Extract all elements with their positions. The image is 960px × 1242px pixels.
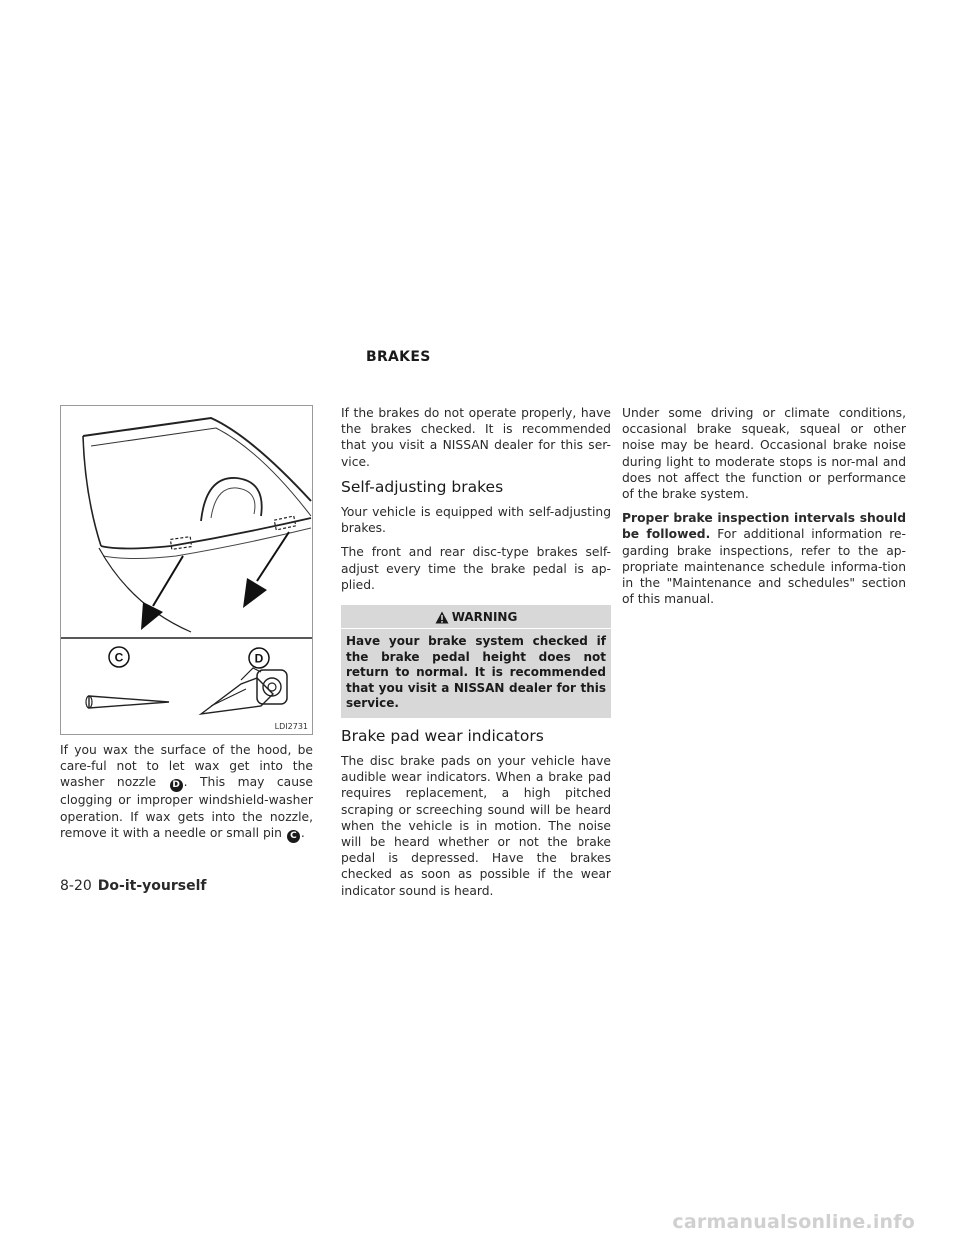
text-segment: . This may cause clogging or improper windshield-washer operation. If wax gets into the nozzle, remove it with a needle or small pin: [60, 775, 313, 840]
brakes-intro-paragraph: If the brakes do not operate properly, have the brakes checked. It is recommended that you visit a NISSAN dealer for this ser-vice.: [341, 406, 611, 469]
column-3: [622, 405, 906, 615]
self-adjusting-heading: Self-adjusting brakes: [341, 477, 504, 496]
text-segment: For additional information re-garding brake inspections, refer to the ap-propriate maintenance schedule informa-tion in the "Maintenance and schedules" section of this manual.: [622, 527, 906, 607]
page-number: 8-20: [60, 878, 92, 894]
text-segment: If you wax the surface of the hood, be care-ful not to let wax get into the washer nozzle: [60, 743, 313, 790]
warning-triangle-icon: [435, 611, 449, 624]
chapter-title: Do-it-yourself: [97, 878, 207, 894]
brake-noise-paragraph: Under some driving or climate conditions, occasional brake squeak, squeal or other noise may be heard. Occasional brake noise during light to moderate stops is nor-mal and does not affect the function or performance of the brake system.: [622, 406, 906, 502]
callout-c: C: [114, 650, 124, 665]
inspection-paragraph: [622, 510, 906, 607]
column-1: [60, 742, 313, 851]
callout-d: D: [254, 651, 264, 666]
brake-pad-paragraph: The disc brake pads on your vehicle have audible wear indicators. When a brake pad requires replacement, a high pitched scraping or screeching sound will be heard when the vehicle is in motion. The noise will be heard whether or not the brake pedal is depressed. Have the brakes checked as soon as possible if the wear indicator sound is heard.: [341, 753, 611, 898]
washer-nozzle-figure: [60, 405, 313, 735]
self-adjusting-paragraph-2: The front and rear disc-type brakes self-adjust every time the brake pedal is ap-plied.: [341, 545, 611, 592]
inspection-emphasis: Proper brake inspection intervals should be followed.: [622, 511, 906, 542]
callout-d-inline: D: [170, 779, 183, 792]
warning-box: [341, 605, 611, 718]
column-2: [341, 405, 611, 907]
warning-header: [341, 605, 611, 629]
warning-body: Have your brake system checked if the brake pedal height does not return to normal. It is recommended that you visit a NISSAN dealer for this service.: [346, 634, 606, 711]
section-title: BRAKES: [366, 349, 431, 365]
brake-pad-heading: Brake pad wear indicators: [341, 726, 544, 745]
watermark: carmanualsonline.info: [672, 1211, 915, 1233]
text-segment: .: [300, 825, 305, 840]
callout-c-inline: C: [287, 830, 300, 843]
page-footer: [60, 878, 206, 894]
warning-title: WARNING: [451, 610, 518, 625]
hood-wax-paragraph: [60, 742, 313, 843]
self-adjusting-paragraph-1: Your vehicle is equipped with self-adjusting brakes.: [341, 505, 611, 536]
figure-code: LDI2731: [274, 722, 308, 731]
hood-washer-illustration: [61, 406, 312, 734]
